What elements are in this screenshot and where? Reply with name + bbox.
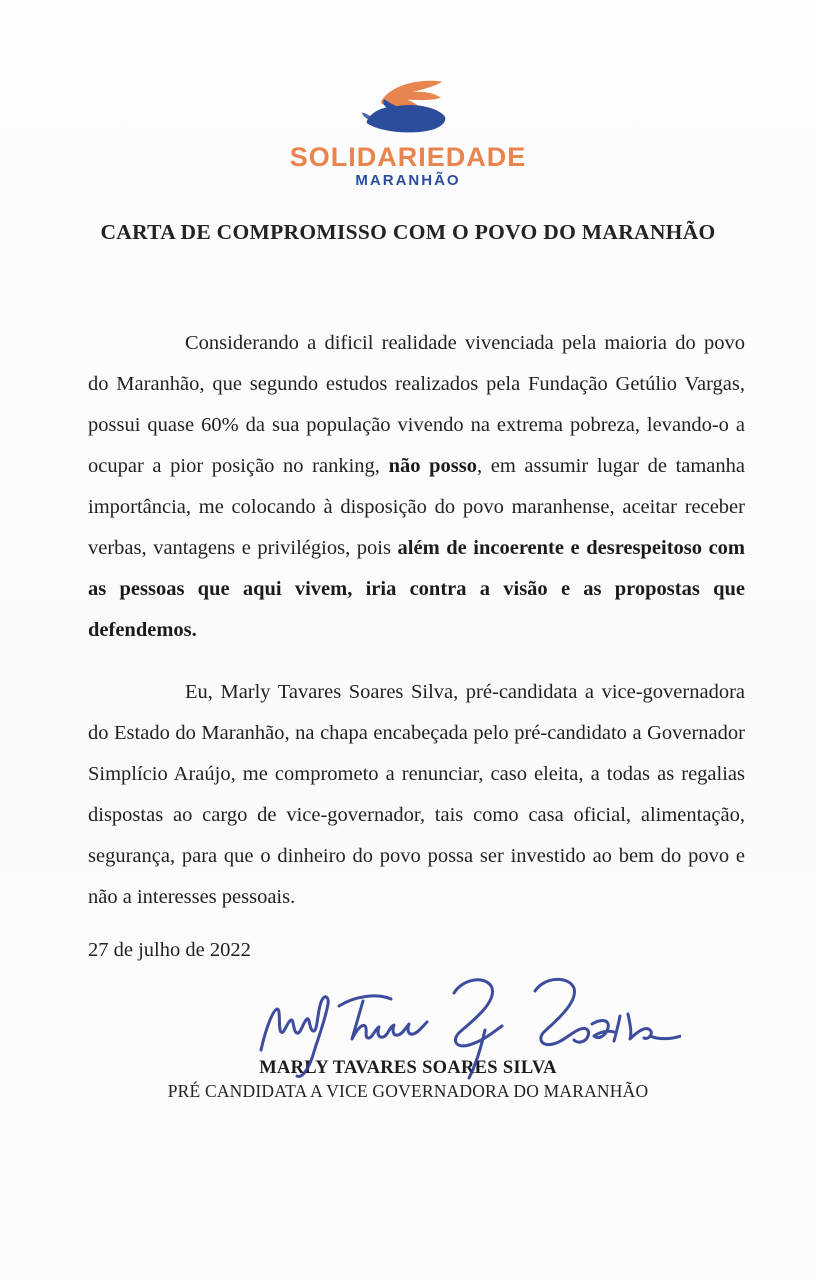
letter-title: CARTA DE COMPROMISSO COM O POVO DO MARANHÃO [100,220,716,244]
signature-block [0,976,816,1102]
paragraph [88,672,745,918]
text-segment: , em assumir lugar de tamanha importância, me colocando à disposição do povo maranhense, aceitar receber verbas, vantagens e privilégios, pois [88,455,746,559]
text-segment: não posso [388,455,477,477]
paragraph [88,323,745,651]
signatory-role: PRÉ CANDIDATA A VICE GOVERNADORA DO MARANHÃO [167,1081,649,1101]
party-logo [0,0,816,190]
text-segment: Eu, Marly Tavares Soares Silva, pré-candidata a vice-governadora do Estado do Maranhão, na chapa encabeçada pelo pré-candidato a Governador Simplício Araújo, me comprometo a renunciar, caso eleita, a todas as regalias dispostas ao cargo de vice-governador, tais como casa oficial, alimentação, segurança, para que o dinheiro do povo possa ser investido ao bem do povo e não a interesses pessoais. [88,681,745,908]
text-segment: além de incoerente e desrespeitoso com as pessoas que aqui vivem, iria contra a visão e as propostas que defendemos. [88,537,745,641]
solidariedade-logo-icon [352,76,464,146]
party-name: SOLIDARIEDADE [289,142,527,172]
letter-body [0,323,816,918]
signatory-name: MARLY TAVARES SOARES SILVA [259,1058,557,1078]
letter-date: 27 de julho de 2022 [88,939,251,961]
party-region: MARANHÃO [355,172,461,189]
text-segment: Considerando a dificil realidade vivenciada pela maioria do povo do Maranhão, que segundo estudos realizados pela Fundação Getúlio Vargas, possui quase 60% da sua população vivendo na extrema pobreza, levando-o a ocupar a pior posição no ranking, [88,332,745,477]
